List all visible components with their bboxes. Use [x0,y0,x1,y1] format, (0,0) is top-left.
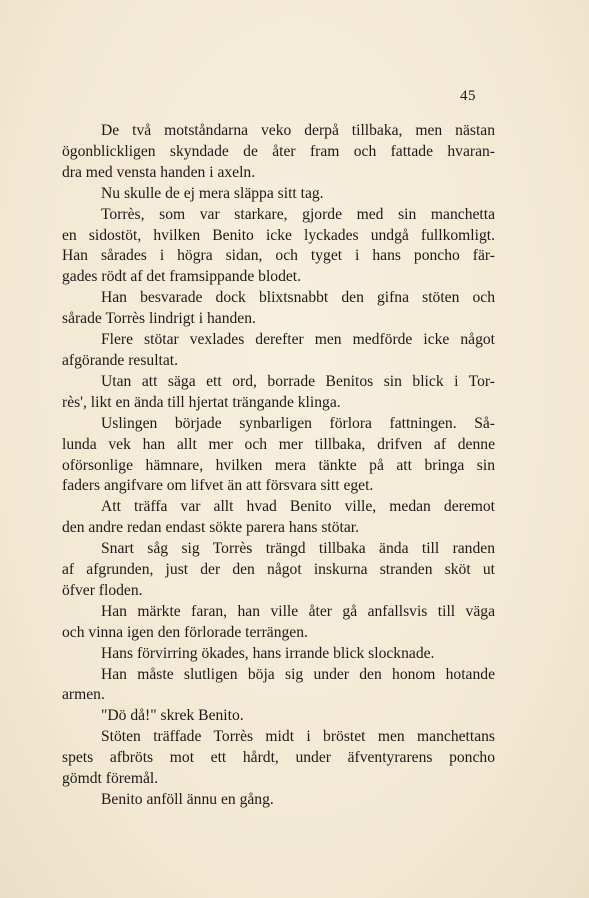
paragraph [62,288,495,330]
paragraph [62,644,495,665]
text-line: gades rödt af det framsippande blodet. [62,268,302,286]
text-line: Nu skulle de ej mera släppa sitt tag. [101,184,324,202]
page-number: 45 [460,88,476,104]
text-line: Snart såg sig Torrès trängd tillbaka ända till randen [101,540,495,558]
text-line: "Dö då!" skrek Benito. [101,707,244,725]
paragraph [62,539,495,602]
text-line: och vinna igen den förlorade terrängen. [62,623,308,641]
text-line: öfver floden. [62,581,143,599]
text-line: rès', likt en ända till hjertat trängande klinga. [62,393,341,411]
text-line: afgörande resultat. [62,351,179,369]
text-line: Stöten träffade Torrès midt i bröstet men manchettans [101,728,495,746]
text-line: oförsonlige hämnare, hvilken mera tänkte på att bringa sin [62,456,495,474]
text-line: af afgrunden, just der den något inskurna stranden sköt ut [62,561,495,579]
text-line: armen. [62,686,105,704]
paragraph [62,121,495,184]
text-line: en sidostöt, hvilken Benito icke lyckades undgå fullkomligt. [62,226,495,244]
text-line: Han måste slutligen böja sig under den honom hotande [101,665,495,683]
text-line: De två motståndarna veko derpå tillbaka, men nästan [101,122,495,139]
text-line: faders angifvare om lifvet än att försvara sitt eget. [62,477,374,495]
text-line: Benito anföll ännu en gång. [101,791,274,808]
paragraph [62,602,495,644]
text-line: Att träffa var allt hvad Benito ville, medan deremot [101,498,495,516]
paragraph [62,372,495,414]
paragraph [62,205,495,289]
paragraph [62,497,495,539]
text-line: Han sårades i högra sidan, och tyget i hans poncho fär- [62,247,495,265]
paragraph [62,706,495,727]
paragraph [62,727,495,790]
text-line: dra med vensta handen i axeln. [62,163,256,181]
paragraph [62,665,495,707]
text-line: Utan att säga ett ord, borrade Benitos sin blick i Tor- [101,372,495,390]
text-line: Han märkte faran, han ville åter gå anfallsvis till väga [101,602,495,620]
paragraph [62,184,495,205]
paragraph [62,330,495,372]
body-text [62,121,495,811]
text-line: den andre redan endast sökte parera hans stötar. [62,519,360,537]
text-line: Hans förvirring ökades, hans irrande blick slocknade. [101,644,435,662]
text-line: Uslingen började synbarligen förlora fattningen. Så- [101,414,495,432]
text-line: Torrès, som var starkare, gjorde med sin manchetta [101,205,495,223]
text-line: lunda vek han allt mer och mer tillbaka, drifven af denne [62,435,495,453]
text-line: sårade Torrès lindrigt i handen. [62,310,256,328]
text-line: ögonblickligen skyndade de åter fram och fattade hvaran- [62,142,495,160]
text-line: spets afbröts mot ett hårdt, under äfventyrarens poncho [62,749,495,767]
text-line: Flere stötar vexlades derefter men medförde icke något [101,331,495,349]
paragraph [62,414,495,498]
text-line: gömdt föremål. [62,770,159,788]
paragraph [62,790,495,811]
text-line: Han besvarade dock blixtsnabbt den gifna stöten och [101,289,495,307]
